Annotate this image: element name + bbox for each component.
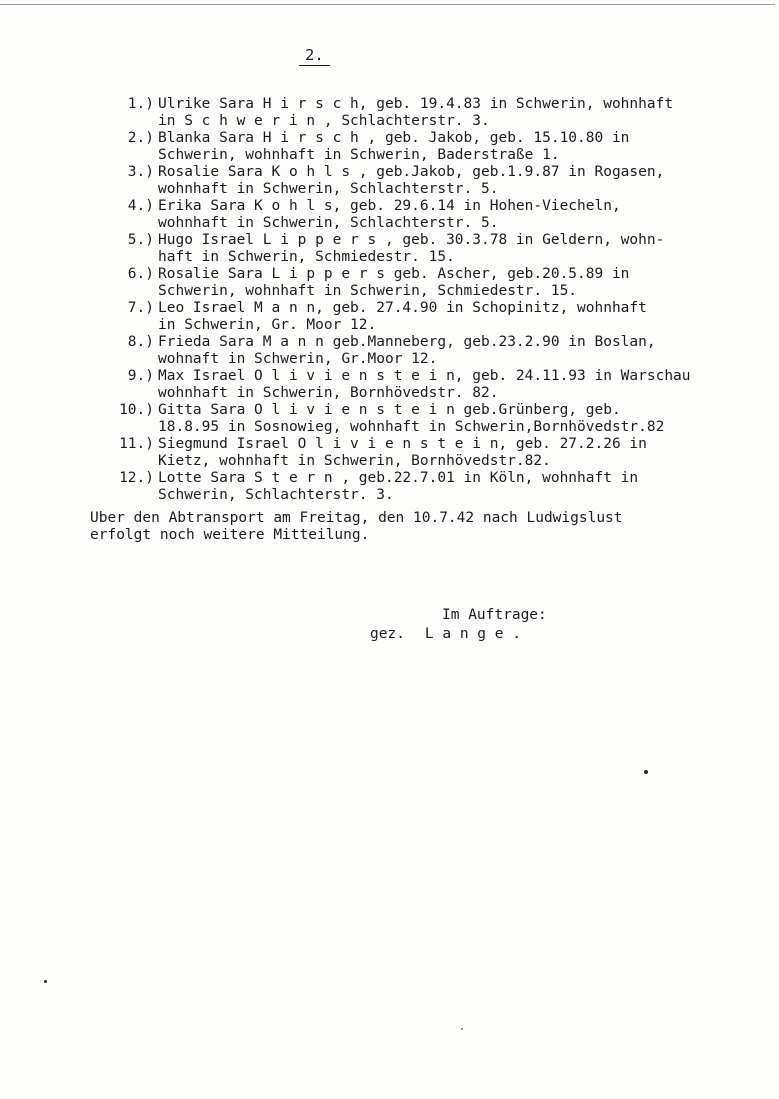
entry-line: Blanka Sara H i r s c h , geb. Jakob, geb. 15.10.80 in bbox=[158, 130, 630, 146]
entry-line: Frieda Sara M a n n geb.Manneberg, geb.23.2.90 in Boslan, bbox=[158, 334, 656, 350]
entry-line: in Schwerin, Gr. Moor 12. bbox=[158, 316, 377, 333]
im-auftrage-label: Im Auftrage: bbox=[442, 607, 547, 623]
entry-text bbox=[158, 266, 772, 299]
entry-line: Ulrike Sara H i r s c h, geb. 19.4.83 in Schwerin, wohnhaft bbox=[158, 96, 674, 112]
entry-number: 3.) bbox=[127, 164, 154, 180]
entry-text bbox=[158, 300, 772, 333]
closing-line-1: Über den Abtransport am Freitag, den 10.7.42 nach Ludwigslust bbox=[90, 510, 623, 526]
list-item bbox=[110, 470, 772, 503]
entry-line: wohnhaft in Schwerin, Schlachterstr. 5. bbox=[158, 214, 499, 231]
entry-line: Lotte Sara S t e r n , geb.22.7.01 in Köln, wohnhaft in bbox=[158, 470, 639, 486]
entry-number: 5.) bbox=[127, 232, 154, 248]
entry-line: Schwerin, wohnhaft in Schwerin, Baderstraße 1. bbox=[158, 146, 560, 163]
entry-number: 9.) bbox=[127, 368, 154, 384]
entry-line: Hugo Israel L i p p e r s , geb. 30.3.78 in Geldern, wohn- bbox=[158, 232, 665, 248]
list-item bbox=[110, 96, 772, 129]
entry-text bbox=[158, 436, 772, 469]
ink-speck bbox=[461, 1028, 463, 1030]
entry-line: wohnaft in Schwerin, Gr.Moor 12. bbox=[158, 350, 438, 367]
ink-speck bbox=[44, 980, 47, 983]
closing-paragraph bbox=[90, 510, 760, 544]
entry-line: Schwerin, Schlachterstr. 3. bbox=[158, 486, 394, 503]
list-item bbox=[110, 232, 772, 265]
list-item bbox=[110, 198, 772, 231]
entry-line: Kietz, wohnhaft in Schwerin, Bornhövedstr.82. bbox=[158, 452, 551, 469]
entry-text bbox=[158, 198, 772, 231]
entry-line: Siegmund Israel O l i v i e n s t e i n, geb. 27.2.26 in bbox=[158, 436, 647, 452]
entry-line: 18.8.95 in Sosnowieg, wohnhaft in Schwerin,Bornhövedstr.82 bbox=[158, 418, 665, 435]
list-item bbox=[110, 436, 772, 469]
entry-line: wohnhaft in Schwerin, Schlachterstr. 5. bbox=[158, 180, 499, 197]
list-item bbox=[110, 402, 772, 435]
gez-label: gez. bbox=[370, 626, 405, 642]
entry-number: 1.) bbox=[127, 96, 154, 112]
signature-block bbox=[370, 606, 630, 644]
entry-line: Schwerin, wohnhaft in Schwerin, Schmiedestr. 15. bbox=[158, 282, 578, 299]
page-number: 2. bbox=[299, 46, 330, 66]
entry-line: Erika Sara K o h l s, geb. 29.6.14 in Hohen-Viecheln, bbox=[158, 198, 621, 214]
entry-number: 8.) bbox=[127, 334, 154, 350]
entry-number: 6.) bbox=[127, 266, 154, 282]
entry-text bbox=[158, 232, 772, 265]
entry-line: in S c h w e r i n , Schlachterstr. 3. bbox=[158, 112, 490, 129]
entry-number: 12.) bbox=[119, 470, 154, 486]
entry-number: 11.) bbox=[119, 436, 154, 452]
entry-line: haft in Schwerin, Schmiedestr. 15. bbox=[158, 248, 455, 265]
signature-line bbox=[370, 625, 630, 644]
signer-name: L a n g e . bbox=[424, 626, 521, 642]
list-item bbox=[110, 368, 772, 401]
entry-text bbox=[158, 368, 772, 401]
entry-line: Max Israel O l i v i e n s t e i n, geb. 24.11.93 in Warschau bbox=[158, 368, 691, 384]
entry-line: wohnhaft in Schwerin, Bornhövedstr. 82. bbox=[158, 384, 499, 401]
page-top-edge bbox=[0, 4, 775, 5]
list-item bbox=[110, 334, 772, 367]
entry-line: Leo Israel M a n n, geb. 27.4.90 in Schopinitz, wohnhaft bbox=[158, 300, 647, 316]
list-item bbox=[110, 300, 772, 333]
entry-text bbox=[158, 470, 772, 503]
entry-number: 4.) bbox=[127, 198, 154, 214]
entry-line: Gitta Sara O l i v i e n s t e i n geb.Grünberg, geb. bbox=[158, 402, 621, 418]
person-list bbox=[110, 96, 772, 504]
entry-line: Rosalie Sara L i p p e r s geb. Ascher, geb.20.5.89 in bbox=[158, 266, 630, 282]
entry-number: 10.) bbox=[119, 402, 154, 418]
list-item bbox=[110, 164, 772, 197]
entry-text bbox=[158, 96, 772, 129]
entry-number: 2.) bbox=[127, 130, 154, 146]
entry-text bbox=[158, 130, 772, 163]
list-item bbox=[110, 266, 772, 299]
entry-text bbox=[158, 164, 772, 197]
closing-line-2: erfolgt noch weitere Mitteilung. bbox=[90, 527, 370, 543]
entry-number: 7.) bbox=[127, 300, 154, 316]
entry-text bbox=[158, 402, 772, 435]
list-item bbox=[110, 130, 772, 163]
ink-speck bbox=[644, 770, 648, 774]
entry-line: Rosalie Sara K o h l s , geb.Jakob, geb.1.9.87 in Rogasen, bbox=[158, 164, 665, 180]
entry-text bbox=[158, 334, 772, 367]
